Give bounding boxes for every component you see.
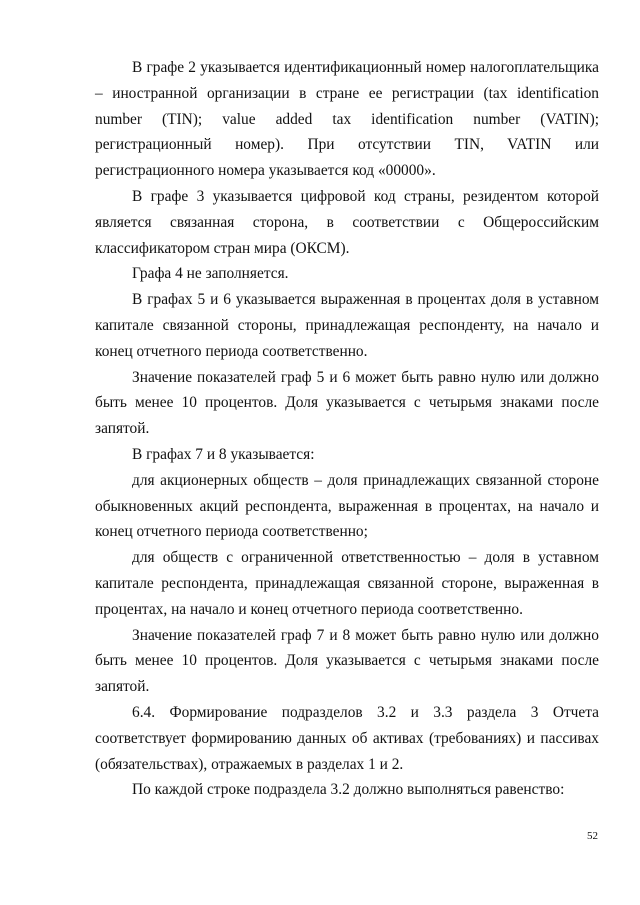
paragraph-llc: для обществ с ограниченной ответственностью – доля в уставном капитале респондента, принадлежащая связанной стороне, выраженная в процентах, на начало и конец отчетного периода соответственно. (95, 549, 599, 618)
paragraph-graphs-7-8-intro: В графах 7 и 8 указывается: (132, 445, 315, 463)
paragraph-graph-3: В графе 3 указывается цифровой код страны, резидентом которой является связанная сторона, в соответствии с Общероссийским классификатором стран мира (ОКСМ). (95, 187, 599, 257)
paragraph-graph-2: В графе 2 указывается идентификационный номер налогоплательщика – иностранной организации в стране ее регистрации (tax identification number (TIN); value added tax identification number (VATIN); регистрационный номер). При отсутствии TIN, VATIN или регистрационного номера указывается код «00000». (95, 59, 599, 180)
paragraph-equality: По каждой строке подраздела 3.2 должно выполняться равенство: (132, 781, 565, 799)
body-text (95, 55, 599, 803)
paragraph-graph-4: Графа 4 не заполняется. (132, 265, 289, 283)
paragraph-values-5-6: Значение показателей граф 5 и 6 может быть равно нулю или должно быть менее 10 процентов. Доля указывается с четырьмя знаками после запятой. (95, 368, 599, 438)
paragraph-joint-stock: для акционерных обществ – доля принадлежащих связанной стороне обыкновенных акций респондента, выраженная в процентах, на начало и конец отчетного периода соответственно; (95, 471, 599, 541)
paragraph-section-6-4: 6.4. Формирование подразделов 3.2 и 3.3 раздела 3 Отчета соответствует формированию данных об активах (требованиях) и пассивах (обязательствах), отражаемых в разделах 1 и 2. (95, 703, 599, 773)
paragraph-values-7-8: Значение показателей граф 7 и 8 может быть равно нулю или должно быть менее 10 процентов. Доля указывается с четырьмя знаками после запятой. (95, 626, 599, 696)
page-number: 52 (587, 830, 598, 842)
paragraph-graphs-5-6: В графах 5 и 6 указывается выраженная в процентах доля в уставном капитале связанной стороны, принадлежащая респонденту, на начало и конец отчетного периода соответственно. (95, 291, 599, 360)
